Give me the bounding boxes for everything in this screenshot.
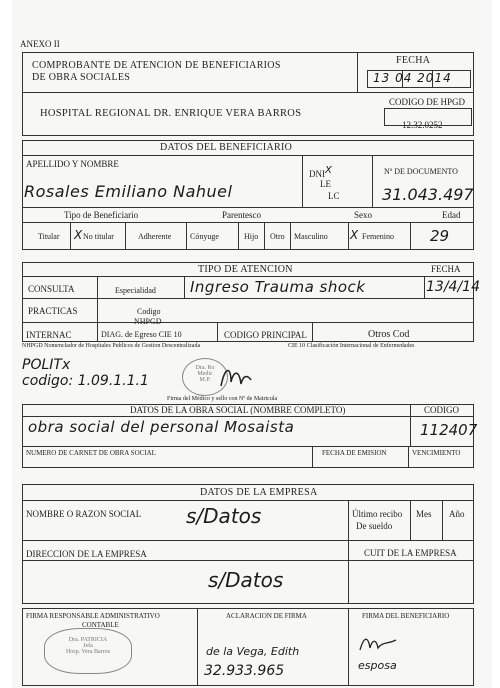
mes-label: Mes <box>416 509 432 519</box>
razon-social-label: NOMBRE O RAZON SOCIAL <box>26 509 142 519</box>
femenino-option: Femenino <box>362 232 394 241</box>
parentesco-label: Parentesco <box>222 210 261 220</box>
firma-beneficiario-label: FIRMA DEL BENEFICIARIO <box>362 612 450 620</box>
contable-label: CONTABLE <box>82 621 119 629</box>
le-label: LE <box>320 179 331 189</box>
lc-label: LC <box>328 191 340 201</box>
medico-caption: Firma del Médico y sello con Nº de Matricula <box>167 396 278 402</box>
conyuge-option: Cónyuge <box>190 232 219 241</box>
aclaracion-value-name: de la Vega, Edith <box>206 645 300 658</box>
obra-social-codigo-label: CODIGO <box>424 405 459 415</box>
otro-option: Otro <box>270 232 285 241</box>
no-titular-option: No titular <box>83 232 114 241</box>
sexo-label: Sexo <box>354 210 372 220</box>
de-sueldo-label: De sueldo <box>356 521 393 531</box>
otros-cod-label: Otros Cod <box>368 329 410 340</box>
medico-stamp-line1: Dra. Ro <box>195 365 215 371</box>
tipo-atencion-title: TIPO DE ATENCION <box>198 264 293 275</box>
medico-signature <box>217 362 253 392</box>
cuit-label: CUIT DE LA EMPRESA <box>364 548 457 558</box>
codigo-hpgd-value: 12.32.0252 <box>402 120 443 130</box>
direccion-value: s/Datos <box>208 568 284 592</box>
aclaracion-label: ACLARACION DE FIRMA <box>226 612 307 620</box>
form-title-line1: COMPROBANTE DE ATENCION DE BENEFICIARIOS <box>32 60 281 71</box>
contable-stamp-line1: Dra. PATRICIA <box>68 637 108 643</box>
beneficiario-section-title: DATOS DEL BENEFICIARIO <box>160 142 293 153</box>
fecha-emision-label: FECHA DE EMISION <box>322 449 387 457</box>
atencion-fecha-label: FECHA <box>431 264 461 274</box>
nro-doc-value: 31.043.497 <box>382 185 474 204</box>
especialidad-value: Ingreso Trauma shock <box>190 278 366 296</box>
beneficiario-value: esposa <box>358 659 397 672</box>
consulta-label: CONSULTA <box>28 284 75 294</box>
hospital-name: HOSPITAL REGIONAL DR. ENRIQUE VERA BARROS <box>40 108 302 119</box>
handwritten-note-politx: POLITx <box>22 357 71 373</box>
aclaracion-value-dni: 32.933.965 <box>204 663 285 679</box>
handwritten-note-codigo: codigo: 1.09.1.1.1 <box>22 373 149 389</box>
dni-label: DNI <box>309 169 325 179</box>
firma-responsable-label: FIRMA RESPONSABLE ADMINISTRATIVO <box>26 612 160 620</box>
footnote-cie10: CIE 10 Clasificación Internacional de Enfermedades <box>288 343 415 349</box>
hijo-option: Hijo <box>244 232 259 241</box>
annex-label: ANEXO II <box>20 39 60 49</box>
obra-social-value: obra social del personal Mosaista <box>28 418 295 436</box>
footnote-nhpgd: NHPGD Nomenclador de Hospitales Publicos de Gestion Descentralizada <box>22 343 201 349</box>
titular-option: Titular <box>38 232 60 241</box>
atencion-fecha-value: 13/4/14 <box>426 279 480 295</box>
direccion-label: DIRECCION DE LA EMPRESA <box>26 549 147 559</box>
anio-label: Año <box>449 509 465 519</box>
beneficiario-signature <box>358 630 398 658</box>
nhpgd-label: NHPGD <box>134 317 162 326</box>
practicas-label: PRACTICAS <box>28 306 78 316</box>
contable-stamp <box>44 628 132 674</box>
codigo-label: Codigo <box>137 307 161 316</box>
dni-mark: X <box>325 165 332 176</box>
codigo-hpgd-label: CODIGO DE HPGD <box>389 97 465 107</box>
diag-label: DIAG. de Egreso CIE 10 <box>101 330 182 339</box>
form-title-line2: DE OBRA SOCIALES <box>32 72 131 83</box>
internac-label: INTERNAC <box>26 330 72 340</box>
masculino-mark: X <box>350 228 359 242</box>
razon-social-value: s/Datos <box>186 504 262 528</box>
apellido-value: Rosales Emiliano Nahuel <box>24 182 233 201</box>
contable-stamp-line2: Jefa <box>83 643 93 649</box>
apellido-label: APELLIDO Y NOMBRE <box>26 159 119 169</box>
ultimo-recibo-label: Último recibo <box>352 509 403 519</box>
edad-label: Edad <box>442 210 461 220</box>
obra-social-title: DATOS DE LA OBRA SOCIAL (NOMBRE COMPLETO) <box>130 405 346 415</box>
especialidad-label: Especialidad <box>115 286 156 295</box>
medico-stamp-line2: Medic <box>197 371 213 377</box>
carnet-label: NUMERO DE CARNET DE OBRA SOCIAL <box>26 449 156 457</box>
no-titular-mark: X <box>74 228 83 242</box>
masculino-option: Masculino <box>294 232 328 241</box>
fecha-label: FECHA <box>396 55 431 66</box>
codigo-principal-label: CODIGO PRINCIPAL <box>224 330 307 340</box>
edad-value: 29 <box>430 227 450 245</box>
vencimiento-label: VENCIMIENTO <box>412 449 461 457</box>
tipo-beneficiario-label: Tipo de Beneficiario <box>64 210 139 220</box>
fecha-value: 13 04 2014 <box>373 71 452 85</box>
obra-social-codigo-value: 112407 <box>420 421 478 439</box>
empresa-title: DATOS DE LA EMPRESA <box>200 487 318 498</box>
contable-stamp-line3: Hosp. Vera Barros <box>65 649 111 655</box>
nro-doc-label: Nº DE DOCUMENTO <box>384 167 458 176</box>
medico-stamp-line3: M.P. <box>199 377 211 383</box>
adherente-option: Adherente <box>138 232 172 241</box>
beneficiary-form <box>12 0 492 688</box>
